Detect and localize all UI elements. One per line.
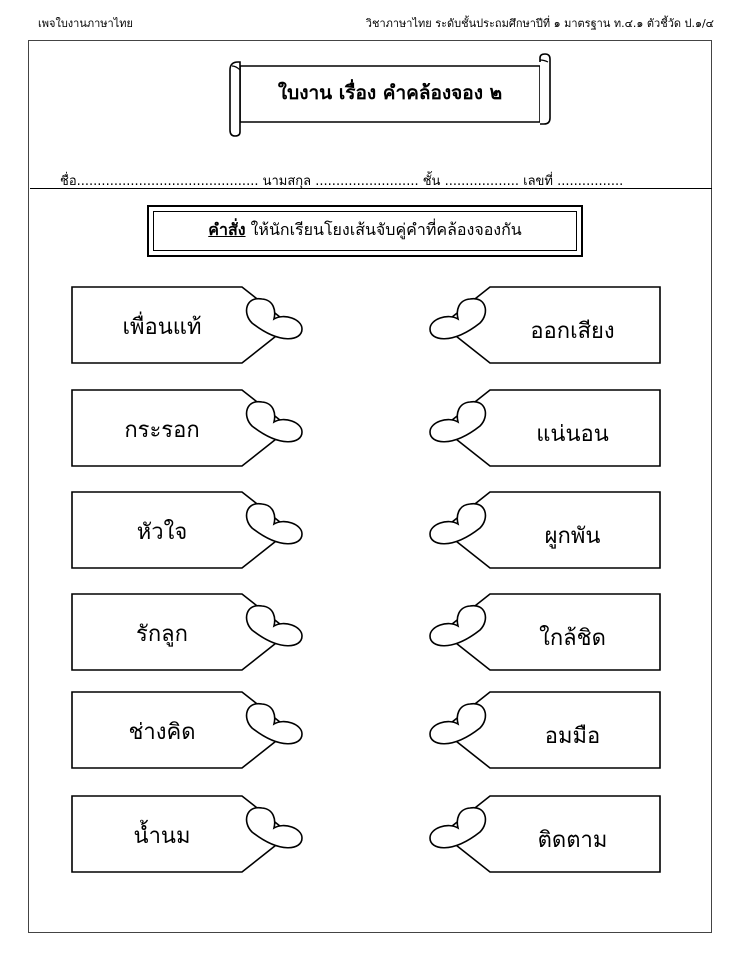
class-label: ชั้น [422,174,441,189]
left-word-label[interactable]: รักลูก [136,622,188,647]
number-field[interactable]: ................ [557,174,624,189]
left-word-label[interactable]: เพื่อนแท้ [122,315,202,340]
surname-field[interactable]: ......................... [315,174,419,189]
right-word-label[interactable]: ติดตาม [537,828,608,853]
left-word-label[interactable]: น้ำนม [133,824,191,849]
name-label: ชื่อ [60,174,77,189]
instruction-label: คำสั่ง [208,220,246,239]
header-left-text: เพจใบงานภาษาไทย [38,17,133,30]
instruction-body: ให้นักเรียนโยงเส้นจับคู่คำที่คล้องจองกัน [245,220,522,239]
right-word-label[interactable]: อมมือ [544,724,601,749]
left-word-label[interactable]: กระรอก [124,418,200,443]
right-word-label[interactable]: ออกเสียง [530,319,615,344]
name-field[interactable]: ............................................ [76,174,259,189]
header-right-text: วิชาภาษาไทย ระดับชั้นประถมศึกษาปีที่ ๑ มาตรฐาน ท.๔.๑ ตัวชี้วัด ป.๑/๔ [365,17,714,30]
right-word-label[interactable]: ใกล้ชิด [539,626,606,651]
number-label: เลขที่ [523,174,553,189]
left-word-label[interactable]: หัวใจ [136,520,188,545]
worksheet-title: ใบงาน เรื่อง คำคล้องจอง ๒ [277,82,503,104]
right-word-label[interactable]: ผูกพัน [544,524,601,549]
left-word-label[interactable]: ช่างคิด [128,720,196,745]
right-word-label[interactable]: แน่นอน [536,422,609,447]
surname-label: นามสกุล [262,174,312,189]
class-field[interactable]: .................. [444,174,519,189]
